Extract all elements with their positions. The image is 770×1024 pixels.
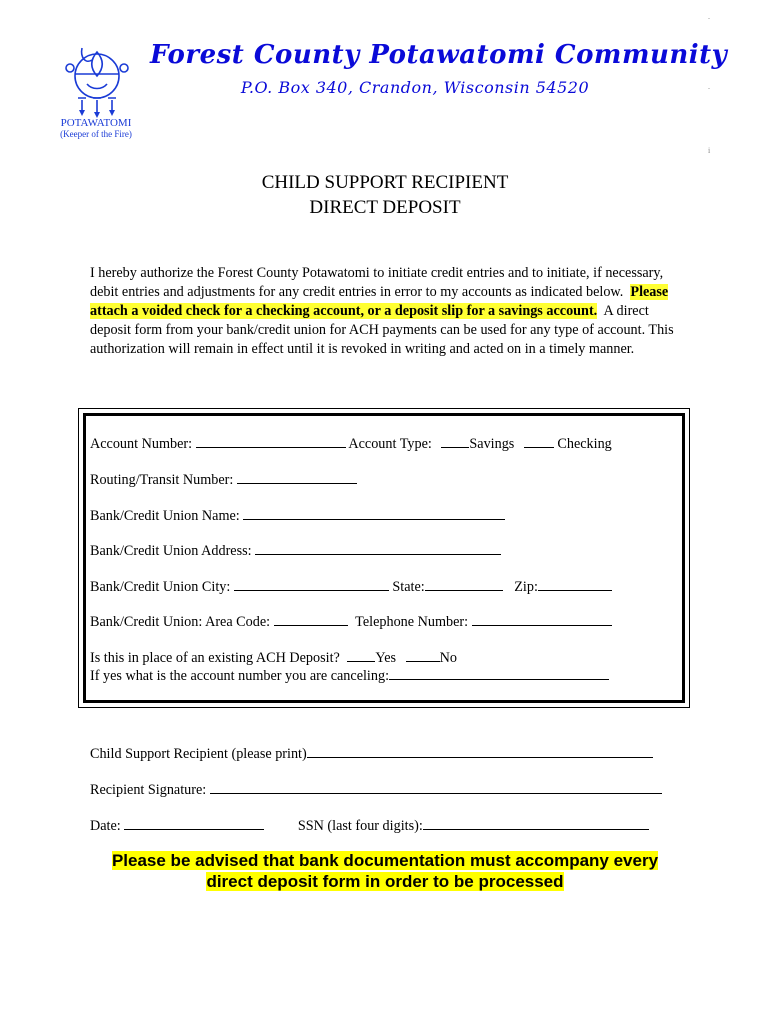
- authorization-tail-text: A direct deposit form from your bank/credit union for ACH payments can be used for any type of account. This authorization will remain in effect until it is revoked in writing and acted on in a timely manner.: [90, 303, 674, 357]
- yes-checkbox-blank[interactable]: [347, 648, 375, 662]
- bank-address-field[interactable]: [255, 541, 501, 555]
- notice-line1: Please be advised that bank documentation must accompany every: [111, 851, 659, 870]
- account-number-field[interactable]: [196, 434, 346, 448]
- form-title-line2: DIRECT DEPOSIT: [309, 197, 461, 218]
- zip-label: Zip:: [514, 579, 538, 595]
- bank-name-row: [90, 506, 505, 525]
- edge-mark: .: [708, 12, 710, 21]
- authorization-paragraph: [90, 264, 680, 359]
- routing-number-field[interactable]: [237, 470, 357, 484]
- checking-checkbox-blank[interactable]: [524, 434, 554, 448]
- attachment-requirement-highlight: Please attach a voided check for a checking account, or a deposit slip for a savings account.: [90, 284, 669, 319]
- no-checkbox-blank[interactable]: [406, 648, 440, 662]
- zip-field[interactable]: [538, 577, 612, 591]
- account-type-label: Account Type:: [348, 436, 432, 452]
- logo-name: POTAWATOMI: [60, 117, 132, 129]
- date-label: Date:: [90, 818, 121, 834]
- logo-subtitle: (Keeper of the Fire): [60, 129, 132, 139]
- phone-row: [90, 612, 612, 631]
- notice-line2: direct deposit form in order to be processed: [206, 872, 564, 891]
- recipient-signature-row: [90, 780, 662, 799]
- bank-documentation-notice: [60, 850, 710, 892]
- checking-label: Checking: [557, 436, 612, 452]
- bank-city-row: [90, 577, 612, 596]
- recipient-signature-field[interactable]: [210, 780, 662, 794]
- authorization-lead-text: I hereby authorize the Forest County Potawatomi to initiate credit entries and to initiate, if necessary, debit entries and adjustments for any credit entries in error to my accounts as indicated below.: [90, 265, 664, 300]
- bank-city-label: Bank/Credit Union City:: [90, 579, 231, 595]
- area-code-field[interactable]: [274, 612, 348, 626]
- state-field[interactable]: [425, 577, 503, 591]
- savings-label: Savings: [469, 436, 515, 452]
- ssn-label: SSN (last four digits):: [297, 818, 423, 834]
- cancel-account-field[interactable]: [389, 666, 609, 680]
- bank-name-field[interactable]: [243, 506, 505, 520]
- no-label: No: [439, 650, 457, 666]
- cancel-account-label: If yes what is the account number you are canceling:: [90, 668, 390, 684]
- yes-label: Yes: [375, 650, 397, 666]
- bank-city-field[interactable]: [234, 577, 389, 591]
- account-number-label: Account Number:: [90, 436, 193, 452]
- organization-title: Forest County Potawatomi Community: [150, 40, 728, 70]
- bank-address-row: [90, 541, 501, 560]
- recipient-name-field[interactable]: [307, 744, 653, 758]
- state-label: State:: [392, 579, 425, 595]
- bank-name-label: Bank/Credit Union Name:: [90, 508, 240, 524]
- existing-ach-question: Is this in place of an existing ACH Deposit?: [90, 650, 340, 666]
- telephone-label: Telephone Number:: [355, 614, 469, 630]
- area-code-label: Bank/Credit Union: Area Code:: [90, 614, 271, 630]
- existing-ach-row: [90, 648, 457, 667]
- edge-mark: i: [708, 146, 711, 155]
- recipient-name-row: [90, 744, 653, 763]
- routing-number-label: Routing/Transit Number:: [90, 472, 234, 488]
- form-title-line1: CHILD SUPPORT RECIPIENT: [261, 172, 509, 193]
- routing-row: [90, 470, 357, 489]
- organization-address: P.O. Box 340, Crandon, Wisconsin 54520: [240, 78, 590, 97]
- recipient-signature-label: Recipient Signature:: [90, 782, 207, 798]
- recipient-name-label: Child Support Recipient (please print): [90, 746, 307, 762]
- fire-keeper-emblem-icon: [52, 38, 142, 120]
- bank-address-label: Bank/Credit Union Address:: [90, 543, 252, 559]
- date-ssn-row: [90, 816, 649, 835]
- cancel-account-row: [90, 666, 609, 685]
- savings-checkbox-blank[interactable]: [441, 434, 469, 448]
- account-row: [90, 434, 612, 453]
- edge-mark: .: [708, 82, 710, 91]
- telephone-field[interactable]: [472, 612, 612, 626]
- ssn-field[interactable]: [423, 816, 649, 830]
- date-field[interactable]: [124, 816, 264, 830]
